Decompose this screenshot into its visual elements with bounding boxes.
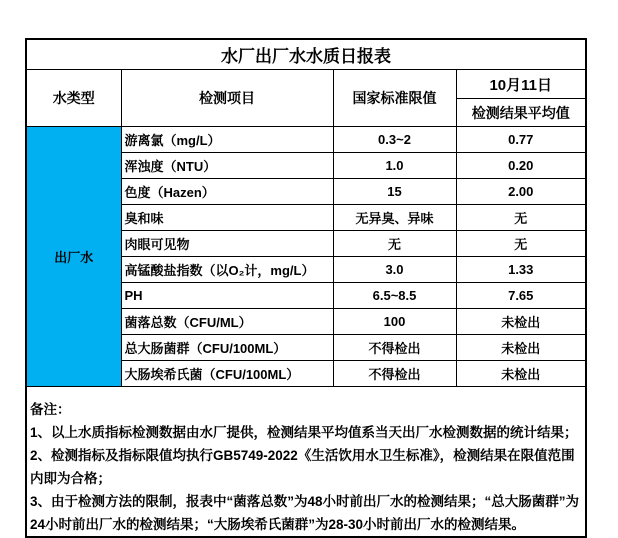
test-item-cell: 色度（Hazen） (121, 179, 333, 205)
result-cell: 无 (456, 231, 586, 257)
limit-cell: 无 (333, 231, 456, 257)
note-line-2: 2、检测指标及指标限值均执行GB5749-2022《生活饮用水卫生标准》，检测结果在限值范围内即为合格； (30, 448, 575, 486)
test-item-cell: 肉眼可见物 (121, 231, 333, 257)
test-item-cell: 大肠埃希氏菌（CFU/100ML） (121, 361, 333, 387)
header-row-1 (26, 70, 586, 99)
result-cell: 无 (456, 205, 586, 231)
result-cell: 0.20 (456, 153, 586, 179)
limit-cell: 6.5~8.5 (333, 283, 456, 309)
test-item-cell: 菌落总数（CFU/ML） (121, 309, 333, 335)
limit-cell: 100 (333, 309, 456, 335)
notes-row (26, 387, 586, 538)
limit-cell: 0.3~2 (333, 127, 456, 153)
notes-label: 备注： (30, 402, 71, 417)
col-header-date: 10月11日 (456, 70, 586, 99)
note-line-1: 1、以上水质指标检测数据由水厂提供，检测结果平均值系当天出厂水检测数据的统计结果； (30, 425, 578, 440)
limit-cell: 无异臭、异味 (333, 205, 456, 231)
limit-cell: 1.0 (333, 153, 456, 179)
col-header-water-type: 水类型 (26, 70, 121, 127)
test-item-cell: 游离氯（mg/L） (121, 127, 333, 153)
test-item-cell: PH (121, 283, 333, 309)
notes-cell (26, 387, 586, 538)
result-cell: 未检出 (456, 335, 586, 361)
result-cell: 1.33 (456, 257, 586, 283)
result-cell: 2.00 (456, 179, 586, 205)
col-header-national-limit: 国家标准限值 (333, 70, 456, 127)
test-item-cell: 高锰酸盐指数（以O₂计，mg/L） (121, 257, 333, 283)
limit-cell: 3.0 (333, 257, 456, 283)
report-page (25, 38, 587, 538)
water-quality-table (25, 38, 587, 538)
test-item-cell: 总大肠菌群（CFU/100ML） (121, 335, 333, 361)
col-header-result-avg: 检测结果平均值 (456, 99, 586, 127)
col-header-test-item: 检测项目 (121, 70, 333, 127)
result-cell: 未检出 (456, 361, 586, 387)
report-title: 水厂出厂水水质日报表 (26, 39, 586, 70)
title-row (26, 39, 586, 70)
limit-cell: 不得检出 (333, 361, 456, 387)
limit-cell: 15 (333, 179, 456, 205)
result-cell: 未检出 (456, 309, 586, 335)
limit-cell: 不得检出 (333, 335, 456, 361)
note-line-3: 3、由于检测方法的限制，报表中“菌落总数”为48小时前出厂水的检测结果；“总大肠菌群”为24小时前出厂水的检测结果；“大肠埃希氏菌群”为28-30小时前出厂水的检测结果。 (30, 494, 580, 532)
test-item-cell: 臭和味 (121, 205, 333, 231)
table-row (26, 127, 586, 153)
result-cell: 7.65 (456, 283, 586, 309)
result-cell: 0.77 (456, 127, 586, 153)
water-type-cell: 出厂水 (26, 127, 121, 387)
test-item-cell: 浑浊度（NTU） (121, 153, 333, 179)
